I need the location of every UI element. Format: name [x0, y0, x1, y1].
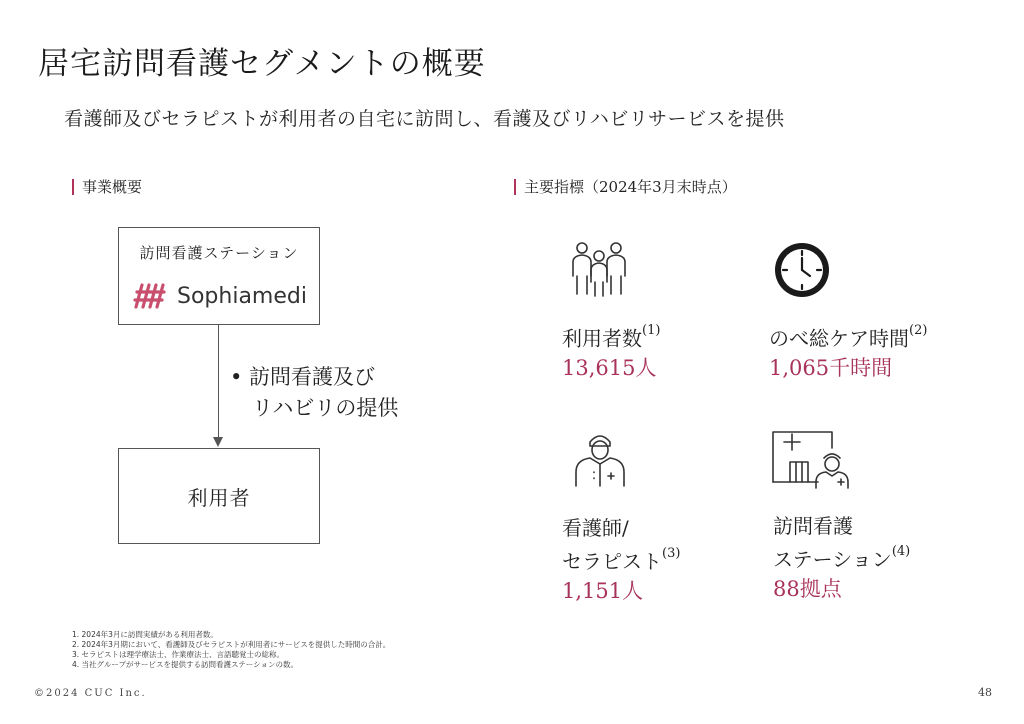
metric-care-hours-value: 1,065千時間 [769, 355, 893, 380]
footnote-3: 3. セラピストは理学療法士、作業療法士、言語聴覚士の総称。 [72, 650, 285, 659]
footnote-2: 2. 2024年3月期において、看護師及びセラピストが利用者にサービスを提供した時間の合計。 [72, 640, 391, 649]
user-box-label: 利用者 [187, 485, 251, 510]
metric-stations-value: 88拠点 [773, 576, 842, 601]
metric-stations [773, 512, 910, 604]
station-box-label: 訪問看護ステーション [139, 244, 299, 262]
page-title: 居宅訪問看護セグメントの概要 [38, 46, 486, 82]
flow-arrow-head-icon [213, 437, 223, 447]
key-metrics-heading-text: 主要指標（2024年3月末時点） [524, 178, 737, 196]
business-overview-heading-text: 事業概要 [82, 178, 143, 196]
metric-staff [562, 514, 680, 606]
heading-accent-bar [72, 179, 74, 195]
metric-staff-value: 1,151人 [562, 578, 644, 603]
metric-users-label: 利用者数$^{(1)}$ [562, 323, 661, 351]
people-group-icon [568, 238, 632, 298]
footnote-ref-2: (2) [909, 323, 928, 338]
service-line-1: • 訪問看護及び [230, 365, 376, 389]
clock-icon [772, 240, 832, 300]
user-box [118, 448, 320, 544]
key-metrics-heading [514, 176, 737, 197]
sophiamedi-logo-text: Sophiamedi [177, 283, 307, 309]
footnote-4: 4. 当社グループがサービスを提供する訪問看護ステーションの数。 [72, 660, 298, 669]
page-subtitle: 看護師及びセラピストが利用者の自宅に訪問し、看護及びリハビリサービスを提供 [64, 108, 785, 130]
heading-accent-bar [514, 179, 516, 195]
copyright: ©2024 CUC Inc. [34, 688, 147, 699]
business-overview-heading [72, 176, 142, 197]
metric-staff-label-line1: 看護師/ [562, 516, 629, 540]
flow-arrow-line [218, 325, 219, 439]
service-line-2: リハビリの提供 [252, 396, 399, 420]
metric-care-hours [769, 320, 927, 383]
footnote-ref-1: (1) [642, 323, 661, 338]
service-description [230, 362, 398, 424]
station-box [118, 227, 320, 325]
metric-care-hours-label: のべ総ケア時間$^{(2)}$ [769, 323, 928, 351]
footnote-1: 1. 2024年3月に訪問実績がある利用者数。 [72, 630, 218, 639]
metric-stations-label-line2: ステーション$^{(4)}$ [773, 544, 911, 572]
footnote-ref-4: (4) [891, 544, 911, 559]
sophiamedi-logo-mark-icon [133, 282, 167, 310]
metric-staff-label-line2: セラピスト$^{(3)}$ [562, 546, 681, 574]
sophiamedi-logo [133, 282, 307, 310]
clinic-station-icon [770, 428, 854, 490]
metric-users-value: 13,615人 [562, 355, 657, 380]
metric-users [562, 320, 660, 383]
footnote-ref-3: (3) [662, 546, 681, 561]
metric-stations-label-line1: 訪問看護 [773, 514, 853, 538]
footnotes [72, 630, 390, 670]
page-number: 48 [978, 686, 992, 699]
nurse-icon [572, 428, 628, 488]
